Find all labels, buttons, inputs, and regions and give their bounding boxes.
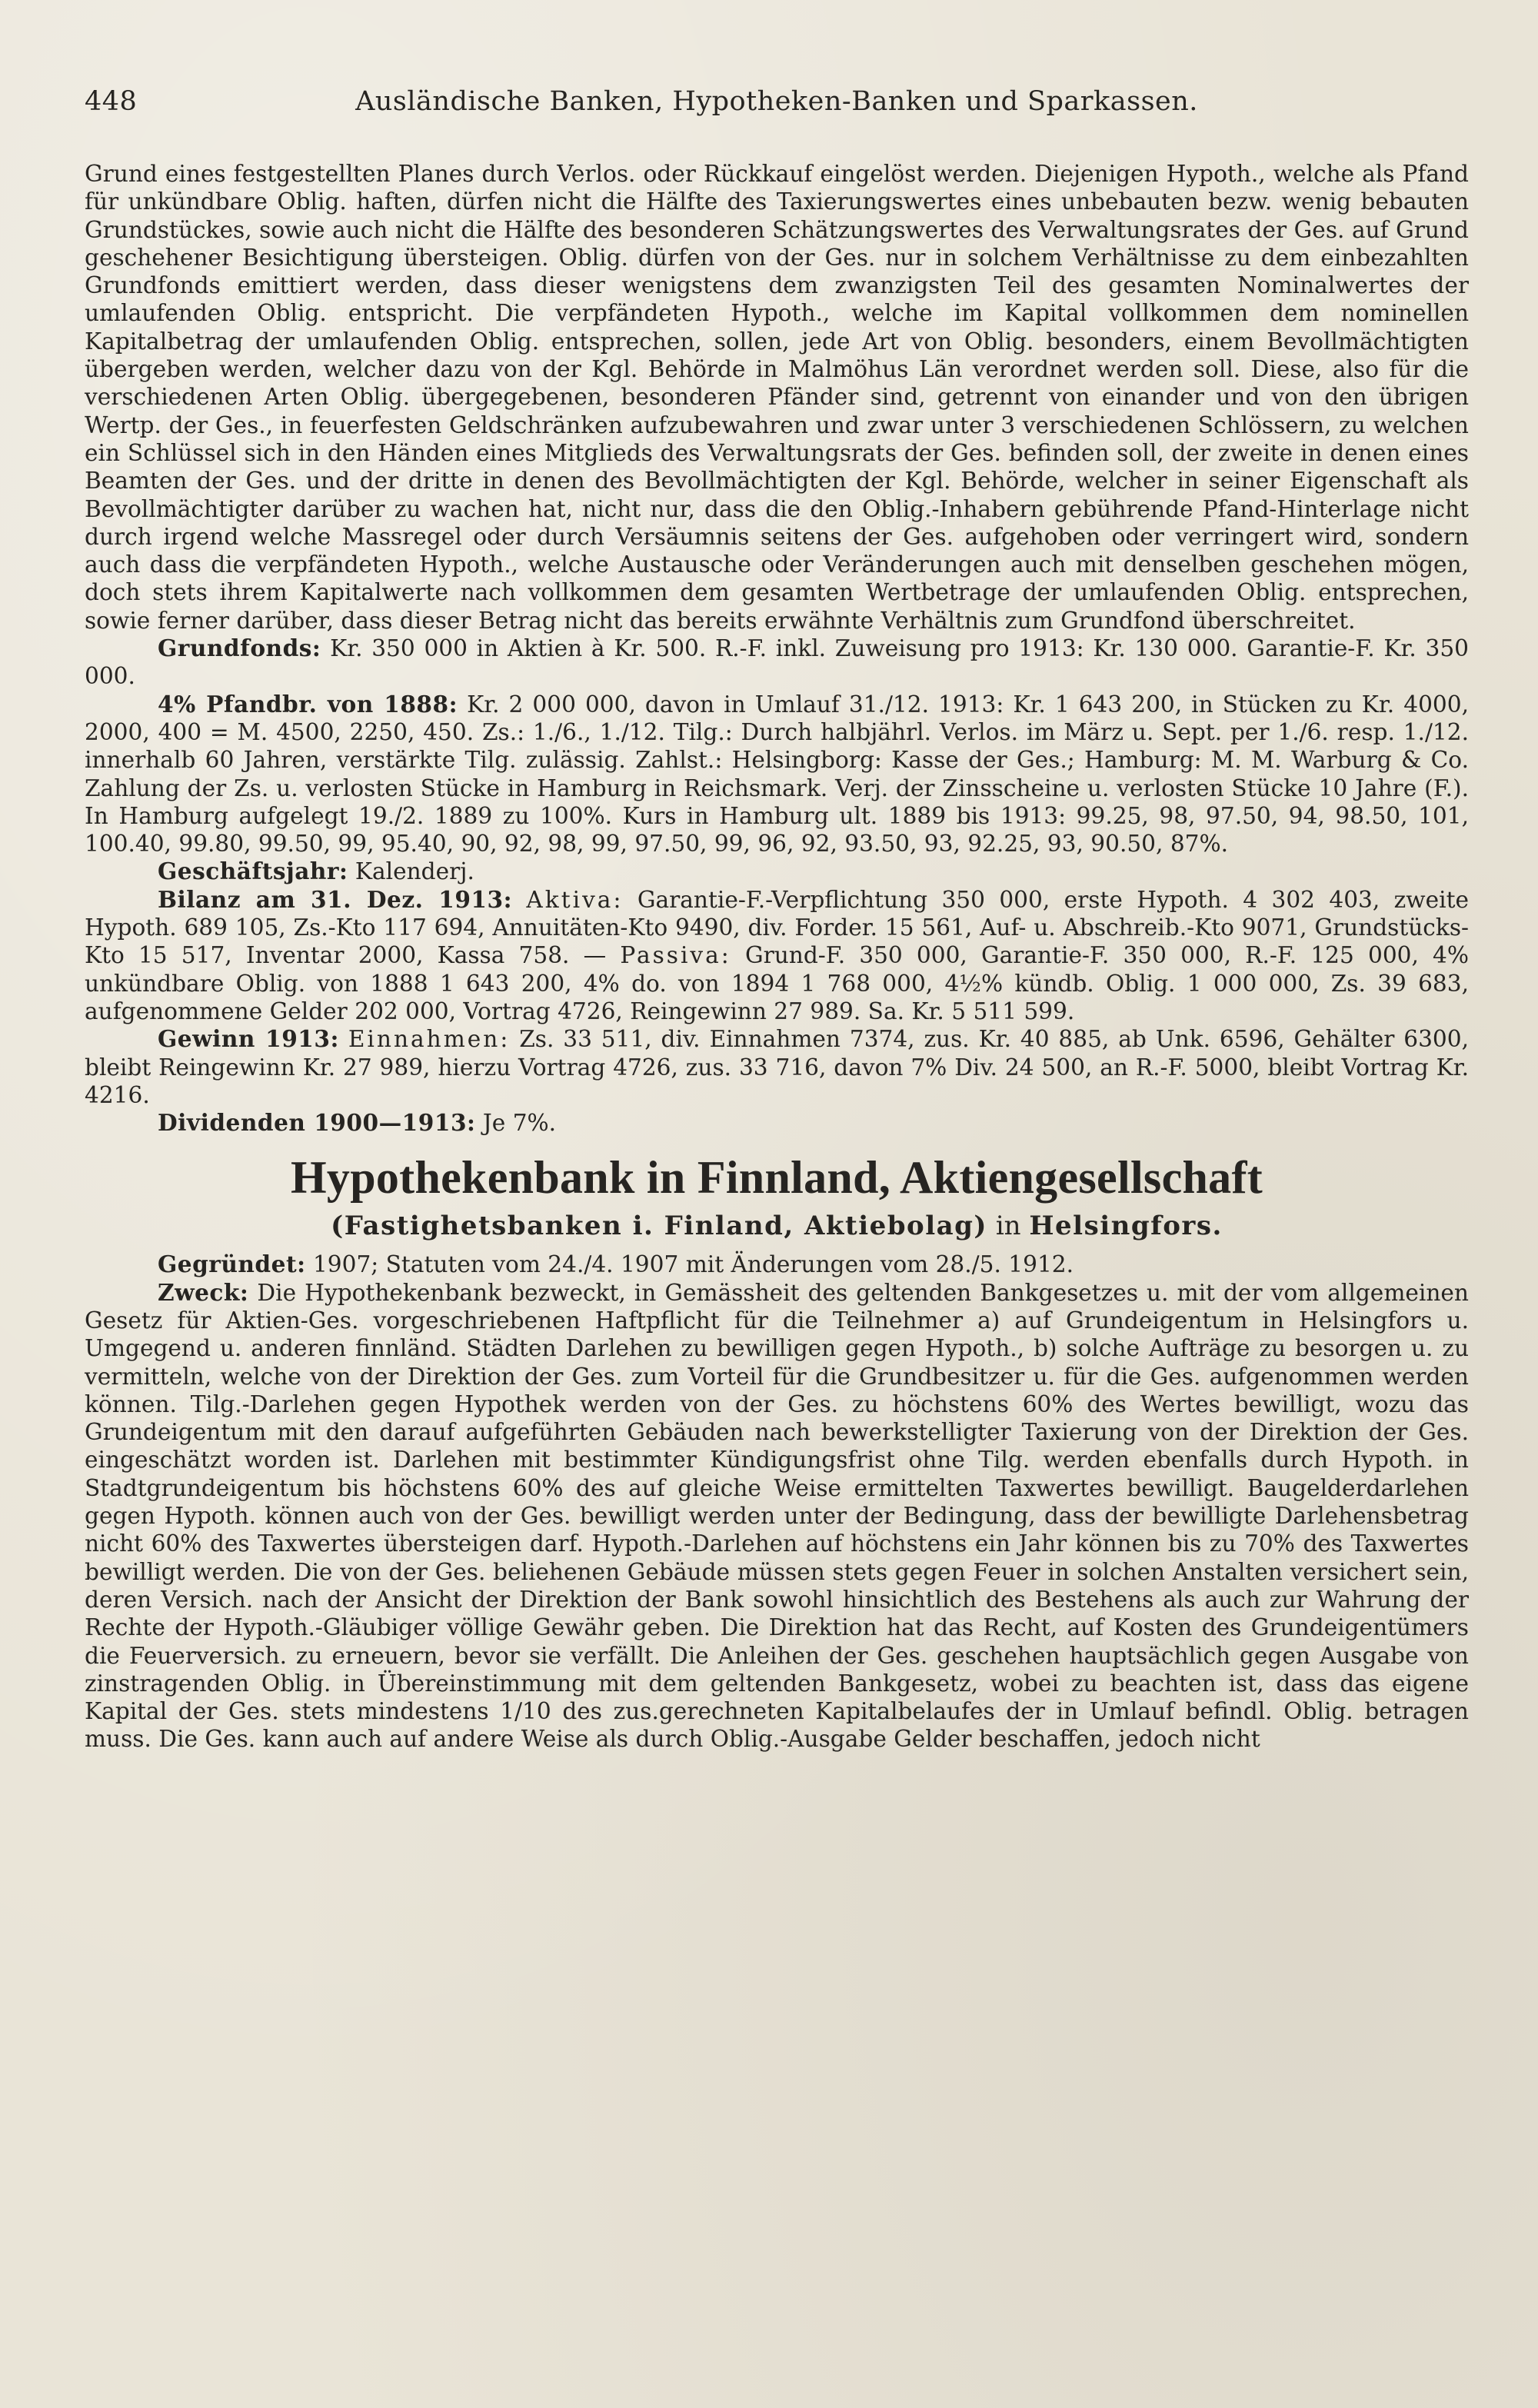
section-subtitle <box>85 1209 1469 1243</box>
running-title: Ausländische Banken, Hypotheken-Banken und Sparkassen. <box>355 86 1198 117</box>
intro-paragraph: Grund eines festgestellten Planes durch Verlos. oder Rückkauf eingelöst werden. Diejenigen Hypoth., welche als Pfand für unkündbare Oblig. haften, dürfen nicht die Hälfte des Taxierungswertes eines unbebauten bezw. wenig bebauten Grundstückes, sowie auch nicht die Hälfte des besonderen Schätzungswertes des Verwaltungsrates der Ges. auf Grund geschehener Besichtigung übersteigen. Oblig. dürfen von der Ges. nur in solchem Verhältnisse zu dem einbezahlten Grundfonds emittiert werden, dass dieser wenigstens dem zwanzigsten Teil des gesamten Nominalwertes der umlaufenden Oblig. entspricht. Die verpfändeten Hypoth., welche im Kapital vollkommen dem nominellen Kapitalbetrag der umlaufenden Oblig. entsprechen, sollen, jede Art von Oblig. besonders, einem Bevollmächtigten übergeben werden, welcher dazu von der Kgl. Behörde in Malmöhus Län verordnet werden soll. Diese, also für die verschiedenen Arten Oblig. übergegebenen, besonderen Pfänder sind, getrennt von einander und von den übrigen Wertp. der Ges., in feuerfesten Geldschränken aufzubewahren und zwar unter 3 verschiedenen Schlössern, zu welchen ein Schlüssel sich in den Händen eines Mitglieds des Verwaltungsrats der Ges. befinden soll, der zweite in denen eines Beamten der Ges. und der dritte in denen des Bevollmächtigten der Kgl. Behörde, welcher in seiner Eigenschaft als Bevollmächtigter darüber zu wachen hat, nicht nur, dass die den Oblig.-Inhabern gebührende Pfand-Hinterlage nicht durch irgend welche Massregel oder durch Versäumnis seitens der Ges. aufgehoben oder verringert wird, sondern auch dass die verpfändeten Hypoth., welche Austausche oder Veränderungen auch mit denselben geschehen mögen, doch stets ihrem Kapitalwerte nach vollkommen dem gesamten Wertbetrage der umlaufenden Oblig. entsprechen, sowie ferner darüber, dass dieser Betrag nicht das bereits erwähnte Verhältnis zum Grundfond überschreitet. <box>85 161 1469 634</box>
bilanz-paragraph <box>85 886 1469 1025</box>
page-header <box>85 86 1469 132</box>
gegruendet-label: Gegründet: <box>158 1251 306 1278</box>
geschaeftsjahr-label: Geschäftsjahr: <box>158 858 348 885</box>
pfandbr-text: Kr. 2 000 000, davon in Umlauf 31./12. 1913: Kr. 1 643 200, in Stücken zu Kr. 4000, 2000, 400 = M. 4500, 2250, 450. Zs.: 1./6., 1./12. Tilg.: Durch halbjährl. Verlos. im März u. Sept. per 1./6. resp. 1./12. innerhalb 60 Jahren, verstärkte Tilg. zulässig. Zahlst.: Helsingborg: Kasse der Ges.; Hamburg: M. M. Warburg & Co. Zahlung der Zs. u. verlosten Stücke in Hamburg in Reichsmark. Verj. der Zinsscheine u. verlosten Stücke 10 Jahre (F.). In Hamburg aufgelegt 19./2. 1889 zu 100%. Kurs in Hamburg ult. 1889 bis 1913: 99.25, 98, 97.50, 94, 98.50, 101, 100.40, 99.80, 99.50, 99, 95.40, 90, 92, 98, 99, 97.50, 99, 96, 92, 93.50, 93, 92.25, 93, 90.50, 87%. <box>85 691 1469 858</box>
geschaeftsjahr-paragraph <box>85 858 1469 885</box>
pfandbr-label: 4% Pfandbr. von 1888: <box>158 690 458 718</box>
dividenden-label: Dividenden 1900—1913: <box>158 1109 476 1137</box>
gegruendet-paragraph <box>85 1251 1469 1278</box>
dividenden-paragraph <box>85 1109 1469 1137</box>
gewinn-paragraph <box>85 1025 1469 1109</box>
section-title: Hypothekenbank in Finnland, Aktiengesellschaft <box>290 1152 1263 1204</box>
zweck-label: Zweck: <box>158 1278 249 1306</box>
gewinn-text: Zs. 33 511, div. Einnahmen 7374, zus. Kr. 40 885, ab Unk. 6596, Gehälter 6300, bleibt Reingewinn Kr. 27 989, hierzu Vortrag 4726, zus. 33 716, davon 7% Div. 24 500, an R.-F. 5000, bleibt Vortrag Kr. 4216. <box>85 1026 1469 1108</box>
bilanz-label: Bilanz am 31. Dez. 1913: <box>158 885 513 913</box>
grundfonds-label: Grundfonds: <box>158 634 321 662</box>
grundfonds-text: Kr. 350 000 in Aktien à Kr. 500. R.-F. inkl. Zuweisung pro 1913: Kr. 130 000. Garantie-F. Kr. 350 000. <box>85 635 1469 690</box>
bilanz-aktiva-label: Aktiva: <box>526 886 624 913</box>
section-subtitle-in: in <box>995 1211 1021 1242</box>
page-number: 448 <box>85 86 138 117</box>
zweck-text: Die Hypothekenbank bezweckt, in Gemässheit des geltenden Bankgesetzes u. mit der vom allgemeinen Gesetz für Aktien-Ges. vorgeschriebenen Haftpflicht für die Teilnehmer a) auf Grundeigentum in Helsingfors u. Umgegend u. anderen finnländ. Städten Darlehen zu bewilligen gegen Hypoth., b) solche Aufträge zu besorgen u. zu vermitteln, welche von der Direktion der Ges. zum Vorteil für die Grundbesitzer u. für die Ges. aufgenommen werden können. Tilg.-Darlehen gegen Hypothek werden von der Ges. zu höchstens 60% des Wertes bewilligt, wozu das Grundeigentum mit den darauf aufgeführten Gebäuden nach bewerkstelligter Taxierung von der Direktion der Ges. eingeschätzt worden ist. Darlehen mit bestimmter Kündigungsfrist ohne Tilg. werden ebenfalls durch Hypoth. in Stadtgrundeigentum bis höchstens 60% des auf gleiche Weise ermittelten Taxwertes bewilligt. Baugelderdarlehen gegen Hypoth. können auch von der Ges. bewilligt werden unter der Bedingung, dass der bewilligte Darlehensbetrag nicht 60% des Taxwertes übersteigen darf. Hypoth.-Darlehen auf höchstens ein Jahr können bis zu 70% des Taxwertes bewilligt werden. Die von der Ges. beliehenen Gebäude müssen stets gegen Feuer in solchen Anstalten versichert sein, deren Versich. nach der Ansicht der Direktion der Bank sowohl hinsichtlich des Bestehens als auch zur Wahrung der Rechte der Hypoth.-Gläubiger völlige Gewähr geben. Die Direktion hat das Recht, auf Kosten des Grundeigentümers die Feuerversich. zu erneuern, bevor sie verfällt. Die Anleihen der Ges. geschehen hauptsächlich gegen Ausgabe von zinstragenden Oblig. in Übereinstimmung mit dem geltenden Bankgesetz, wobei zu beachten ist, dass das eigene Kapital der Ges. stets mindestens 1/10 des zus.gerechneten Kapitalbelaufes der in Umlauf befindl. Oblig. betragen muss. Die Ges. kann auch auf andere Weise als durch Oblig.-Ausgabe Gelder beschaffen, jedoch nicht <box>85 1279 1469 1753</box>
bilanz-aktiva-text: Garantie-F.-Verpflichtung 350 000, erste Hypoth. 4 302 403, zweite Hypoth. 689 105, Zs.-Kto 117 694, Annuitäten-Kto 9490, div. Forder. 15 561, Auf- u. Abschreib.-Kto 9071, Grundstücks-Kto 15 517, Inventar 2000, Kassa 758. — <box>85 886 1469 969</box>
gewinn-einnahmen-label: Einnahmen: <box>348 1026 511 1053</box>
dividenden-text: Je 7%. <box>482 1110 557 1137</box>
pfandbr-paragraph <box>85 691 1469 858</box>
zweck-paragraph <box>85 1279 1469 1754</box>
geschaeftsjahr-text: Kalenderj. <box>355 858 474 885</box>
gegruendet-text: 1907; Statuten vom 24./4. 1907 mit Änderungen vom 28./5. 1912. <box>312 1251 1074 1278</box>
section-subtitle-city: Helsingfors. <box>1029 1211 1223 1242</box>
grundfonds-paragraph <box>85 634 1469 691</box>
bilanz-passiva-text: Grund-F. 350 000, Garantie-F. 350 000, R.-F. 125 000, 4% unkündbare Oblig. von 1888 1 643 200, 4% do. von 1894 1 768 000, 4½% kündb. Oblig. 1 000 000, Zs. 39 683, aufgenommene Gelder 202 000, Vortrag 4726, Reingewinn 27 989. Sa. Kr. 5 511 599. <box>85 942 1469 1024</box>
bilanz-passiva-label: Passiva: <box>620 942 731 969</box>
section-subtitle-firm: (Fastighetsbanken i. Finland, Aktiebolag) <box>331 1211 987 1242</box>
gewinn-label: Gewinn 1913: <box>158 1025 339 1053</box>
